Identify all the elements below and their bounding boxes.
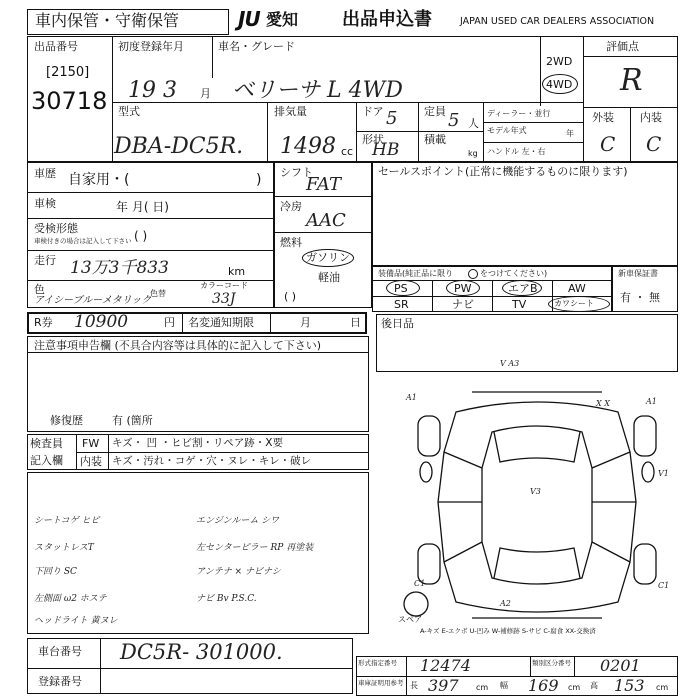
doors-value: 5	[386, 108, 398, 129]
load-label: 積載	[424, 133, 446, 146]
note-line: ヘッドライト 黄ヌレ	[34, 616, 118, 626]
handwritten-notes-box	[27, 472, 369, 634]
width-label: 幅	[500, 681, 508, 690]
damage-mark: C1	[658, 581, 670, 590]
year-unit: 年	[566, 129, 574, 138]
recycle-value: 10900	[74, 312, 129, 332]
color-value: アイシーブルーメタリック	[34, 295, 152, 306]
length-value: 397	[428, 676, 459, 695]
note-line: スタットレスT	[34, 543, 94, 553]
deadline-label: 名変通知期限	[188, 316, 254, 329]
doors-label: ドア	[362, 105, 384, 118]
acceptance-value: ( )	[134, 229, 148, 243]
equip-airbag: エアB	[508, 282, 538, 295]
org-name: 愛知	[266, 10, 299, 29]
lot-number: 30718	[31, 87, 108, 115]
sales-point-label: セールスポイント(正常に機能するものに限ります)	[378, 165, 628, 178]
divider	[274, 232, 372, 233]
equip-navi: ナビ	[452, 298, 474, 311]
model-value: DBA-DC5R.	[114, 134, 244, 159]
divider	[483, 122, 583, 123]
mileage-value: 13万3千833	[70, 258, 169, 278]
category-label: 類別区分番号	[532, 659, 571, 667]
exterior-label: 外装	[592, 111, 614, 124]
car-name-value: ベリーサ L 4WD	[232, 78, 403, 103]
circle-hint-icon	[468, 269, 478, 279]
divider	[356, 131, 483, 132]
handle-label: ハンドル 左・右	[487, 147, 546, 156]
color-label: 色	[34, 283, 45, 296]
divider	[27, 218, 274, 219]
ju-logo: JU	[238, 7, 260, 31]
acceptance-label: 受検形態	[34, 222, 78, 235]
shape-label: 形状	[362, 133, 384, 146]
lot-sub-number: [2150]	[46, 65, 90, 80]
divider	[27, 352, 369, 353]
divider	[418, 102, 419, 162]
height-value: 153	[614, 676, 645, 695]
acceptance-sub: 車検付きの場合は記入して下さい	[34, 237, 132, 245]
displacement-value: 1498	[280, 134, 336, 159]
color-change-label: 色替	[150, 289, 166, 298]
post-sale-box	[376, 314, 678, 372]
equip-aw: AW	[568, 282, 586, 295]
model-year-label: モデル年式	[487, 126, 527, 135]
damage-mark: A2	[500, 599, 511, 608]
divider	[530, 656, 531, 676]
divider	[432, 280, 433, 312]
car-condition-diagram	[396, 372, 678, 632]
divider	[100, 638, 101, 694]
height-label: 高	[590, 681, 598, 690]
equip-seat: カワシート	[554, 299, 594, 308]
shift-label: シフト	[280, 166, 313, 179]
damage-mark: V A3	[500, 359, 520, 368]
color-code-label: カラーコード	[200, 281, 248, 290]
divider	[540, 36, 541, 106]
inspection-label: 車検	[34, 197, 56, 210]
history-label: 車歴	[34, 167, 56, 180]
association-name: JAPAN USED CAR DEALERS ASSOCIATION	[460, 16, 655, 27]
deadline-month: 月	[300, 316, 311, 329]
divider	[270, 312, 271, 334]
equip-sr: SR	[394, 298, 409, 311]
capacity-label: 定員	[424, 105, 446, 118]
first-reg-label: 初度登録年月	[118, 40, 184, 53]
spare-label: スペア	[398, 615, 422, 624]
drive-4wd: 4WD	[546, 78, 573, 91]
length-label: 長	[410, 681, 418, 690]
height-unit: cm	[656, 683, 669, 692]
warranty-label: 新車保証書	[618, 269, 658, 278]
grade-value: R	[620, 63, 643, 98]
warranty-options: 有 ・ 無	[620, 291, 660, 304]
inspector-label: 検査員	[30, 437, 63, 450]
inspector-fw: FW	[82, 437, 100, 450]
note-line: 左側面 ω2 ホステ	[34, 594, 107, 604]
divider	[182, 312, 183, 334]
category-value: 0201	[600, 656, 641, 675]
damage-mark: A1	[406, 393, 417, 402]
post-sale-label: 後日品	[381, 317, 414, 330]
ac-label: 冷房	[280, 200, 302, 213]
damage-mark: C1	[414, 579, 426, 588]
note-line: 左センターピラー RP 再塗装	[196, 543, 314, 553]
history-close: )	[256, 172, 262, 188]
type-designation-label: 形式指定番号	[358, 659, 397, 667]
note-line: ナビ Bv P.S.C.	[196, 594, 257, 604]
equipment-label: 装備品(純正品に限り	[378, 269, 454, 278]
divider	[76, 434, 77, 470]
length-unit: cm	[476, 683, 489, 692]
exterior-grade: C	[600, 132, 616, 156]
divider	[583, 36, 584, 162]
fuel-label: 燃料	[280, 236, 302, 249]
lot-label: 出品番号	[34, 40, 78, 53]
inspector-interior: 内装	[80, 455, 102, 468]
mileage-unit: km	[228, 265, 246, 278]
inspector-fw-items: キズ・ 凹 ・ヒビ割・リペア跡・X要	[112, 437, 283, 449]
form-title: 出品申込書	[342, 9, 432, 30]
equipment-hint: をつけてください)	[480, 269, 548, 278]
history-value: 自家用・(	[68, 172, 130, 188]
kg-unit: kg	[468, 149, 478, 158]
interior-label: 内装	[640, 111, 662, 124]
divider	[356, 102, 357, 162]
divider	[108, 434, 109, 470]
inspection-value: 年 月( 日)	[116, 200, 169, 214]
drive-2wd: 2WD	[546, 55, 573, 68]
note-line: アンテナ × ナビナシ	[196, 567, 281, 577]
divider	[27, 668, 353, 669]
divider	[112, 36, 113, 162]
damage-mark: V1	[658, 469, 669, 478]
divider	[27, 250, 274, 251]
model-label: 型式	[118, 105, 140, 118]
car-name-label: 車名・グレード	[218, 40, 295, 53]
fuel-diesel: 軽油	[318, 271, 340, 284]
storage-label: 車内保管・守衛保管	[35, 11, 180, 30]
divider	[212, 36, 213, 78]
equip-pw: PW	[454, 282, 472, 295]
registration-label: 登録番号	[38, 675, 82, 688]
divider	[630, 107, 631, 162]
divider	[583, 56, 678, 57]
fuel-paren: ( )	[284, 290, 297, 303]
inspector-interior-items: キズ・汚れ・コゲ・穴・ヌレ・キレ・破レ	[112, 455, 312, 467]
deadline-day: 日	[350, 316, 361, 329]
repair-history-value: 有 (箇所	[112, 414, 153, 427]
grade-label: 評価点	[606, 40, 639, 53]
type-designation-value: 12474	[420, 656, 471, 675]
month-unit: 月	[200, 87, 211, 100]
person-unit: 人	[468, 117, 479, 130]
equip-ps: PS	[394, 282, 408, 295]
width-value: 169	[528, 676, 559, 695]
first-reg-value: 19 3	[128, 78, 177, 103]
divider	[406, 656, 407, 696]
divider	[27, 192, 274, 193]
fuel-gasoline: ガソリン	[306, 251, 350, 264]
note-line: エンジンルーム シワ	[196, 516, 280, 526]
interior-grade: C	[646, 132, 662, 156]
displacement-label: 排気量	[274, 105, 307, 118]
recycle-label: R券	[34, 316, 53, 329]
shift-value: FAT	[306, 174, 341, 195]
repair-history-label: 修復歴	[50, 414, 83, 427]
dealer-label: ディーラー・並行	[487, 109, 551, 118]
chassis-value: DC5R- 301000.	[120, 640, 283, 664]
dimensions-label: 車庫証明用参考	[358, 679, 404, 687]
divider	[492, 280, 493, 312]
ac-value: AAC	[306, 210, 346, 231]
width-unit: cm	[568, 683, 581, 692]
divider	[274, 196, 372, 197]
divider	[267, 102, 268, 162]
cc-unit: cc	[341, 145, 354, 158]
divider	[76, 452, 369, 453]
damage-mark: X X	[596, 399, 610, 408]
equip-tv: TV	[512, 298, 527, 311]
damage-mark: V3	[530, 487, 541, 496]
capacity-value: 5	[448, 110, 460, 131]
recycle-unit: 円	[164, 316, 175, 329]
divider	[574, 656, 575, 676]
inspector-label-2: 記入欄	[30, 454, 63, 467]
note-line: 下回り SC	[34, 567, 77, 577]
damage-legend: A-キズ E-エクボ U-凹み W-補修跡 S-サビ C-腐食 XX-交換済	[420, 627, 596, 635]
damage-mark: A1	[646, 397, 657, 406]
shape-value: HB	[372, 140, 400, 160]
divider	[483, 142, 583, 143]
color-code-value: 33J	[212, 291, 236, 307]
divider	[483, 102, 484, 162]
notes-label: 注意事項申告欄 (不具合内容等は具体的に記入して下さい)	[34, 339, 322, 352]
mileage-label: 走行	[34, 254, 56, 267]
chassis-label: 車台番号	[38, 645, 82, 658]
note-line: シートコゲ ヒビ	[34, 516, 100, 526]
